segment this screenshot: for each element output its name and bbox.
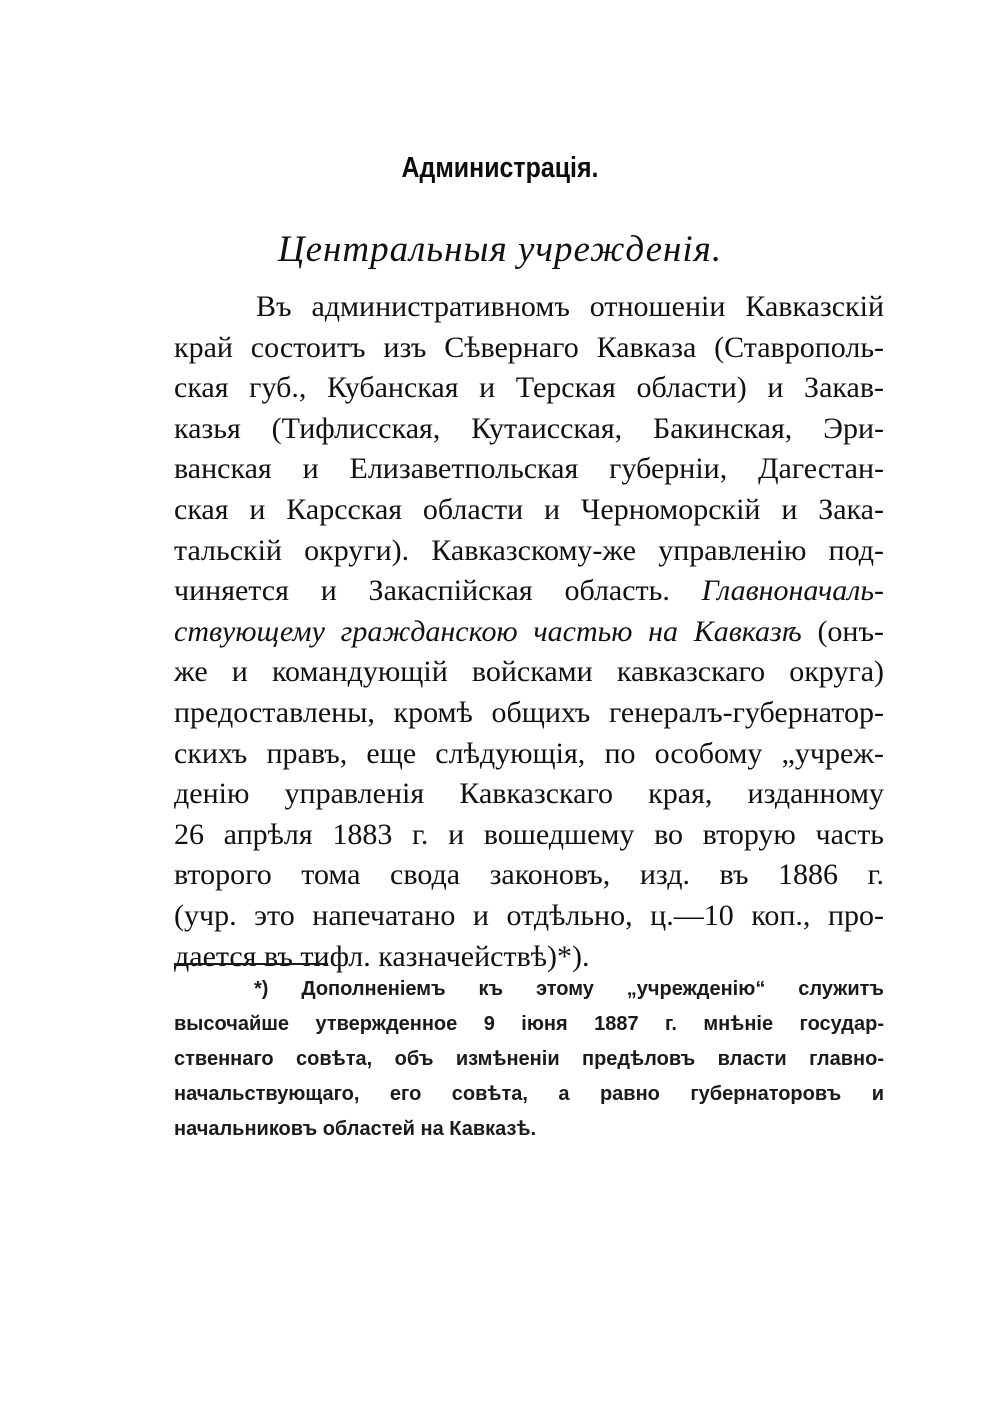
footnote-line: ственнаго совѣта, объ измѣненiи предѣловъ власти главно-	[174, 1048, 884, 1070]
body-line: (учр. это напечатано и отдѣльно, ц.—10 коп., про-	[174, 898, 884, 932]
body-line	[174, 571, 884, 612]
body-line	[174, 612, 884, 653]
body-line: 26 апрѣля 1883 г. и вошедшему во вторую часть	[174, 817, 884, 851]
section-heading: Центральныя учрежденiя.	[277, 229, 723, 270]
body-line: дается въ тифл. казначействѣ)*).	[174, 939, 590, 973]
body-line-text: (онъ-	[801, 614, 884, 648]
body-line: тальскiй округи). Кавказскому-же управленiю под-	[174, 533, 884, 567]
body-paragraph	[174, 287, 884, 977]
footnote-line: высочайше утвержденное 9 iюня 1887 г. мнѣнiе государ-	[174, 1013, 884, 1035]
page-title: Администрацiя.	[401, 152, 599, 184]
body-line: второго тома свода законовъ, изд. въ 1886 г.	[174, 858, 884, 892]
body-line: ская и Карсская области и Черноморскiй и Зака-	[174, 492, 884, 526]
body-line: ская губ., Кубанская и Терская области) и Закав-	[174, 371, 884, 405]
body-line-text: чиняется и Закаспiйская область.	[174, 574, 702, 608]
body-line: скихъ правъ, еще слѣдующiя, по особому „учреж-	[174, 736, 884, 770]
italic-emphasis: ствующему гражданскою частью на Кавказѣ	[174, 614, 802, 648]
footnote-line: *) Дополненiемъ къ этому „учрежденiю“ служитъ	[254, 978, 884, 1000]
body-line: край состоитъ изъ Сѣвернаго Кавказа (Ставрополь-	[174, 330, 884, 364]
body-line: предоставлены, кромѣ общихъ генералъ-губернатор-	[174, 695, 884, 729]
footnote	[174, 972, 884, 1147]
body-line: ванская и Елизаветпольская губернiи, Дагестан-	[174, 452, 884, 486]
body-line: же и командующiй войсками кавказскаго округа)	[174, 655, 884, 689]
body-line: Въ административномъ отношенiи Кавказскiй	[256, 290, 884, 323]
body-line: казья (Тифлисская, Кутаисская, Бакинская, Эри-	[174, 411, 884, 445]
footnote-line: начальниковъ областей на Кавказѣ.	[174, 1118, 537, 1140]
footnote-line: начальствующаго, его совѣта, а равно губернаторовъ и	[174, 1083, 884, 1105]
italic-emphasis: Главноначаль-	[701, 574, 884, 608]
body-line: денiю управленiя Кавказскаго края, изданному	[174, 777, 884, 811]
footnote-divider	[174, 963, 328, 965]
